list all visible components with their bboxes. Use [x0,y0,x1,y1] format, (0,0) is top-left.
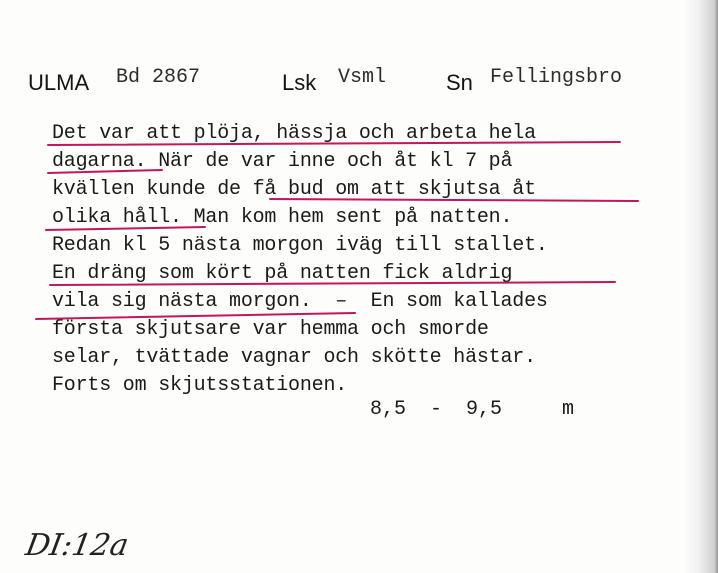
measurement: 8,5 - 9,5 m [370,398,575,421]
archive-value: Bd 2867 [116,66,201,89]
text-line-4: olika håll. Man kom hem sent på natten. [52,206,513,229]
handwritten-archive-code: DI:12a [22,528,132,563]
archive-label: ULMA [28,70,90,95]
text-line-3: kvällen kunde de få bud om att skjutsa åt [52,178,536,201]
text-line-7: vila sig nästa morgon. – En som kallades [52,290,548,313]
text-line-5: Redan kl 5 nästa morgon iväg till stallet. [52,234,548,257]
underline-line-6 [50,282,615,285]
underline-strokes [36,142,638,319]
text-line-10: Forts om skjutsstationen. [52,374,348,397]
text-line-8: första skjutsare var hemma och smorde [52,318,489,341]
underline-line-7 [36,313,355,319]
underline-line-1 [48,142,620,145]
text-line-1: Det var att plöja, hässja och arbeta hela [52,122,536,145]
parish-label: Sn [446,70,473,95]
parish-value: Fellingsbro [490,66,623,89]
text-line-6: En dräng som kört på natten fick aldrig [52,262,513,285]
underline-line-4 [46,227,205,230]
district-value: Vsml [338,66,387,89]
underline-line-3 [270,199,638,201]
text-line-2: dagarna. När de var inne och åt kl 7 på [52,150,513,173]
district-label: Lsk [282,70,317,95]
underline-line-2a [48,170,162,173]
text-line-9: selar, tvättade vagnar och skötte hästar. [52,346,536,369]
card-edge-shadow [682,0,718,573]
